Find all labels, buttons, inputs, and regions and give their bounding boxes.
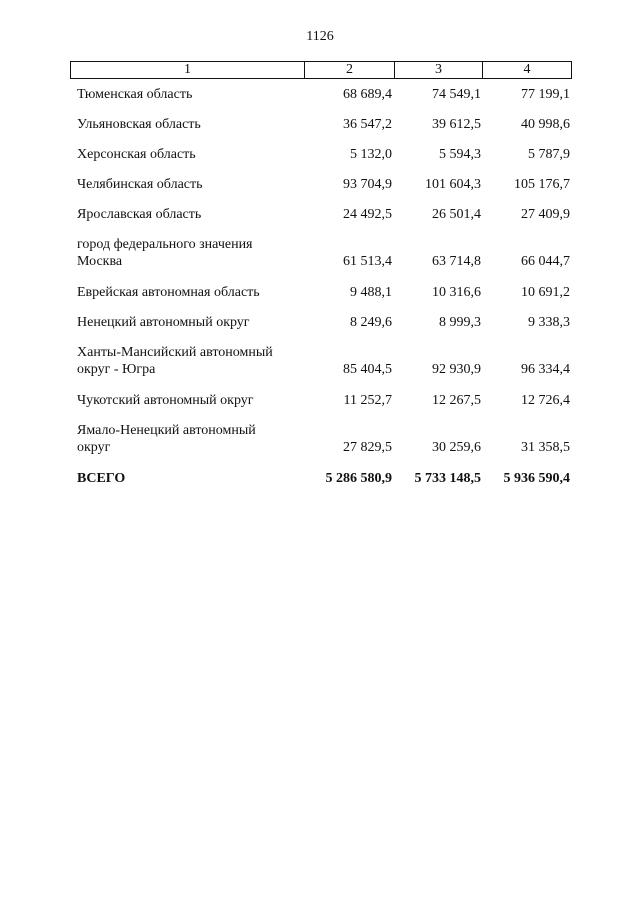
table-row	[0, 392, 640, 422]
region-name: Херсонская область	[77, 147, 196, 162]
table-row	[0, 146, 640, 176]
value-col-4: 27 409,9	[521, 207, 570, 222]
value-col-2: 36 547,2	[343, 117, 392, 132]
region-name: Ямало-Ненецкий автономный	[77, 423, 256, 438]
table-row	[0, 176, 640, 206]
value-col-3: 26 501,4	[432, 207, 481, 222]
total-row	[0, 470, 640, 500]
value-col-3: 8 999,3	[439, 315, 481, 330]
value-col-2: 27 829,5	[343, 440, 392, 455]
value-col-4: 77 199,1	[521, 87, 570, 102]
region-name-line-2: Москва	[77, 254, 123, 269]
table-row	[0, 422, 640, 470]
table-row	[0, 284, 640, 314]
region-name: Челябинская область	[77, 177, 203, 192]
table-body	[0, 86, 640, 500]
value-col-2: 5 132,0	[350, 147, 392, 162]
header-cell-3: 3	[394, 62, 482, 78]
table-row	[0, 206, 640, 236]
table-row	[0, 116, 640, 146]
region-name-line-2: округ	[77, 440, 111, 455]
region-name: Еврейская автономная область	[77, 285, 260, 300]
value-col-3: 92 930,9	[432, 362, 481, 377]
table-header	[70, 61, 572, 79]
total-col-3: 5 733 148,5	[414, 471, 481, 486]
page-number: 1126	[306, 29, 334, 44]
value-col-2: 93 704,9	[343, 177, 392, 192]
value-col-2: 24 492,5	[343, 207, 392, 222]
value-col-3: 30 259,6	[432, 440, 481, 455]
value-col-4: 66 044,7	[521, 254, 570, 269]
value-col-4: 12 726,4	[521, 393, 570, 408]
value-col-3: 63 714,8	[432, 254, 481, 269]
header-cell-4: 4	[482, 62, 571, 78]
region-name: Ханты-Мансийский автономный	[77, 345, 273, 360]
value-col-4: 9 338,3	[528, 315, 570, 330]
region-name: Ненецкий автономный округ	[77, 315, 250, 330]
region-name: Чукотский автономный округ	[77, 393, 254, 408]
value-col-4: 10 691,2	[521, 285, 570, 300]
value-col-2: 9 488,1	[350, 285, 392, 300]
table-row	[0, 86, 640, 116]
value-col-2: 61 513,4	[343, 254, 392, 269]
value-col-2: 68 689,4	[343, 87, 392, 102]
table-row	[0, 344, 640, 392]
header-cell-2: 2	[304, 62, 394, 78]
total-col-4: 5 936 590,4	[503, 471, 570, 486]
value-col-4: 31 358,5	[521, 440, 570, 455]
table-row	[0, 236, 640, 284]
region-name: Ярославская область	[77, 207, 202, 222]
value-col-4: 5 787,9	[528, 147, 570, 162]
region-name: Тюменская область	[77, 87, 193, 102]
total-label: ВСЕГО	[77, 471, 126, 486]
value-col-3: 74 549,1	[432, 87, 481, 102]
header-cell-1: 1	[184, 62, 191, 77]
value-col-4: 96 334,4	[521, 362, 570, 377]
value-col-2: 85 404,5	[343, 362, 392, 377]
region-name-line-2: округ - Югра	[77, 362, 156, 377]
value-col-3: 12 267,5	[432, 393, 481, 408]
value-col-3: 101 604,3	[425, 177, 481, 192]
value-col-4: 40 998,6	[521, 117, 570, 132]
value-col-4: 105 176,7	[514, 177, 570, 192]
value-col-3: 5 594,3	[439, 147, 481, 162]
value-col-3: 39 612,5	[432, 117, 481, 132]
table-row	[0, 314, 640, 344]
value-col-2: 11 252,7	[343, 393, 392, 408]
value-col-3: 10 316,6	[432, 285, 481, 300]
region-name: Ульяновская область	[77, 117, 201, 132]
value-col-2: 8 249,6	[350, 315, 392, 330]
region-name: город федерального значения	[77, 237, 253, 252]
total-col-2: 5 286 580,9	[325, 471, 392, 486]
